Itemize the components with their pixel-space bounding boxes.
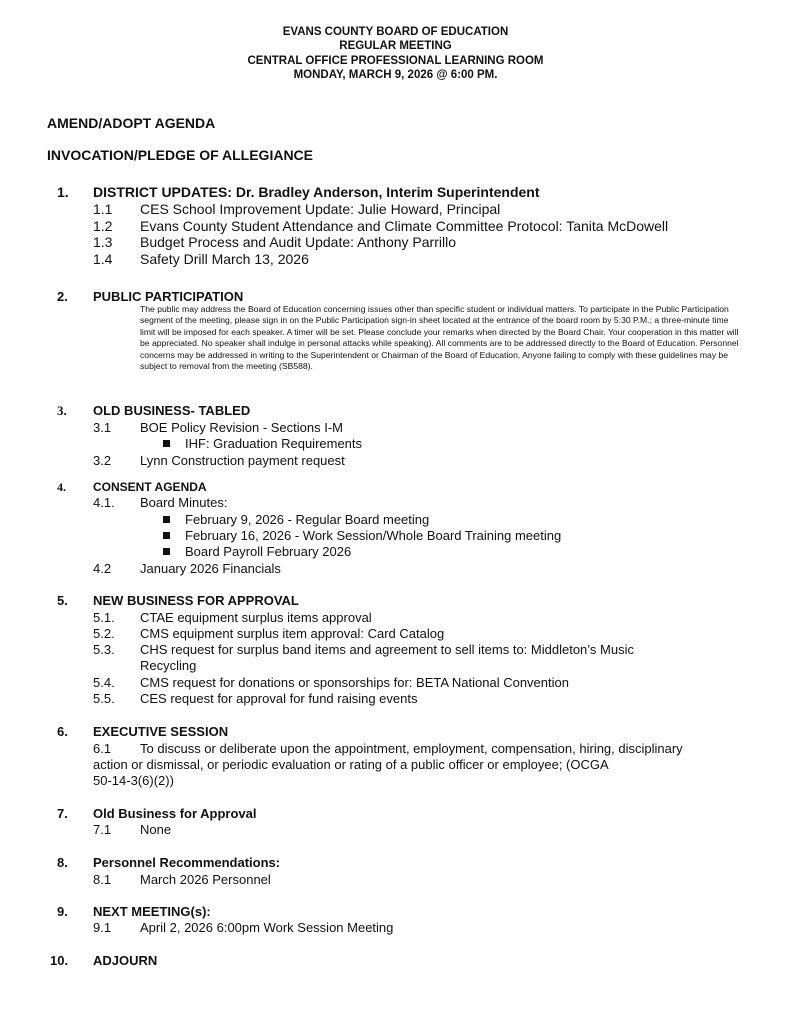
item-1-4-text: Safety Drill March 13, 2026 bbox=[140, 251, 309, 267]
item-3-2-number: 3.2 bbox=[93, 453, 112, 468]
item-9-1-number: 9.1 bbox=[93, 920, 112, 935]
section-3-title: OLD BUSINESS- TABLED bbox=[93, 403, 251, 418]
item-5-1-number: 5.1. bbox=[93, 610, 115, 625]
bullet-square-icon bbox=[163, 516, 170, 523]
section-9-number: 9. bbox=[57, 904, 68, 919]
section-6-number: 6. bbox=[57, 724, 68, 739]
item-7-1-text: None bbox=[140, 822, 172, 837]
header-meeting-type: REGULAR MEETING bbox=[339, 40, 452, 52]
item-6-1-text-line2: action or dismissal, or periodic evaluation or rating of a public officer or employee; (OCGA bbox=[93, 757, 609, 772]
section-7-number: 7. bbox=[57, 806, 68, 821]
section-6-title: EXECUTIVE SESSION bbox=[93, 724, 229, 739]
section-4-number: 4. bbox=[57, 480, 66, 494]
item-5-3-text: CHS request for surplus band items and agreement to sell items to: Middleton’s Music bbox=[140, 642, 634, 657]
public-participation-text: The public may address the Board of Education concerning issues other than specific student or individual matters. To participate in the Public Participation segment of the meeting, please sign in on the Public Participation sign-in sheet located at the entrance of the board room by 5:30 P.M.; a three-minute time limit will be imposed for each speaker. A timer will be set. Please conclude your remarks when directed by the Board Chair. Your cooperation in this matter will be appreciated. No speaker shall indulge in personal attacks while speaking). All comments are to be addressed directly to the Board of Education. Personnel concerns may be addressed in writing to the Superintendent or Chairman of the Board of Education. Anyone failing to comply with these guidelines may be subject to removal from the meeting (SB588). bbox=[140, 304, 739, 372]
item-5-5-text: CES request for approval for fund raising events bbox=[140, 691, 418, 706]
section-9-title: NEXT MEETING(s): bbox=[93, 904, 211, 919]
item-1-3-number: 1.3 bbox=[93, 234, 113, 250]
section-4-title: CONSENT AGENDA bbox=[93, 480, 207, 494]
section-5-number: 5. bbox=[57, 593, 68, 608]
item-1-2-text: Evans County Student Attendance and Climate Committee Protocol: Tanita McDowell bbox=[140, 218, 669, 234]
section-1-number: 1. bbox=[57, 184, 69, 200]
item-5-3-number: 5.3. bbox=[93, 642, 115, 657]
bullet-4-1-c bbox=[163, 544, 351, 559]
section-2-title: PUBLIC PARTICIPATION bbox=[93, 289, 244, 304]
bullet-square-icon bbox=[163, 548, 170, 555]
bullet-3-1-a-text: IHF: Graduation Requirements bbox=[185, 436, 363, 451]
item-6-1-text-line1: To discuss or deliberate upon the appointment, employment, compensation, hiring, disciplinary bbox=[140, 741, 683, 756]
item-5-2-text: CMS equipment surplus item approval: Card Catalog bbox=[140, 626, 445, 641]
section-10-title: ADJOURN bbox=[93, 953, 158, 968]
item-6-1-number: 6.1 bbox=[93, 741, 112, 756]
item-8-1-text: March 2026 Personnel bbox=[140, 872, 271, 887]
item-5-5-number: 5.5. bbox=[93, 691, 115, 706]
item-1-1-text: CES School Improvement Update: Julie Howard, Principal bbox=[140, 201, 501, 217]
item-7-1-number: 7.1 bbox=[93, 822, 112, 837]
item-5-2-number: 5.2. bbox=[93, 626, 115, 641]
item-8-1-number: 8.1 bbox=[93, 872, 112, 887]
section-8-number: 8. bbox=[57, 855, 68, 870]
item-3-2-text: Lynn Construction payment request bbox=[140, 453, 345, 468]
section-5-title: NEW BUSINESS FOR APPROVAL bbox=[93, 593, 299, 608]
section-7-title: Old Business for Approval bbox=[93, 806, 257, 821]
bullet-4-1-a bbox=[163, 512, 429, 527]
item-5-3-text-continued: Recycling bbox=[140, 658, 197, 673]
item-4-1-number: 4.1. bbox=[93, 495, 115, 510]
item-3-1-text: BOE Policy Revision - Sections I-M bbox=[140, 420, 344, 435]
bullet-4-1-b-text: February 16, 2026 - Work Session/Whole Board Training meeting bbox=[185, 528, 562, 543]
item-3-1-number: 3.1 bbox=[93, 420, 112, 435]
item-5-4-text: CMS request for donations or sponsorships for: BETA National Convention bbox=[140, 675, 569, 690]
invocation-pledge: INVOCATION/PLEDGE OF ALLEGIANCE bbox=[47, 147, 314, 163]
amend-adopt-agenda: AMEND/ADOPT AGENDA bbox=[47, 115, 216, 131]
item-5-4-number: 5.4. bbox=[93, 675, 115, 690]
item-5-1-text: CTAE equipment surplus items approval bbox=[140, 610, 372, 625]
item-4-1-text: Board Minutes: bbox=[140, 495, 228, 510]
section-8-title: Personnel Recommendations: bbox=[93, 855, 281, 870]
item-4-2-number: 4.2 bbox=[93, 561, 112, 576]
section-10-number: 10. bbox=[50, 953, 69, 968]
item-1-4-number: 1.4 bbox=[93, 251, 113, 267]
bullet-3-1-a bbox=[163, 436, 362, 451]
section-1-title: DISTRICT UPDATES: Dr. Bradley Anderson, Interim Superintendent bbox=[93, 184, 540, 200]
bullet-square-icon bbox=[163, 532, 170, 539]
bullet-4-1-a-text: February 9, 2026 - Regular Board meeting bbox=[185, 512, 430, 527]
item-6-1-text-line3: 50-14-3(6)(2)) bbox=[93, 773, 174, 788]
header-date: MONDAY, MARCH 9, 2026 @ 6:00 PM. bbox=[293, 69, 498, 81]
header-location: CENTRAL OFFICE PROFESSIONAL LEARNING ROOM bbox=[247, 55, 544, 67]
item-1-3-text: Budget Process and Audit Update: Anthony Parrillo bbox=[140, 234, 456, 250]
section-2-number: 2. bbox=[57, 289, 68, 304]
bullet-4-1-c-text: Board Payroll February 2026 bbox=[185, 544, 352, 559]
bullet-4-1-b bbox=[163, 528, 561, 543]
bullet-square-icon bbox=[163, 440, 170, 447]
item-4-2-text: January 2026 Financials bbox=[140, 561, 281, 576]
item-9-1-text: April 2, 2026 6:00pm Work Session Meeting bbox=[140, 920, 394, 935]
item-1-2-number: 1.2 bbox=[93, 218, 113, 234]
header-title: EVANS COUNTY BOARD OF EDUCATION bbox=[282, 26, 509, 38]
section-3-number: 3. bbox=[57, 403, 67, 418]
item-1-1-number: 1.1 bbox=[93, 201, 113, 217]
